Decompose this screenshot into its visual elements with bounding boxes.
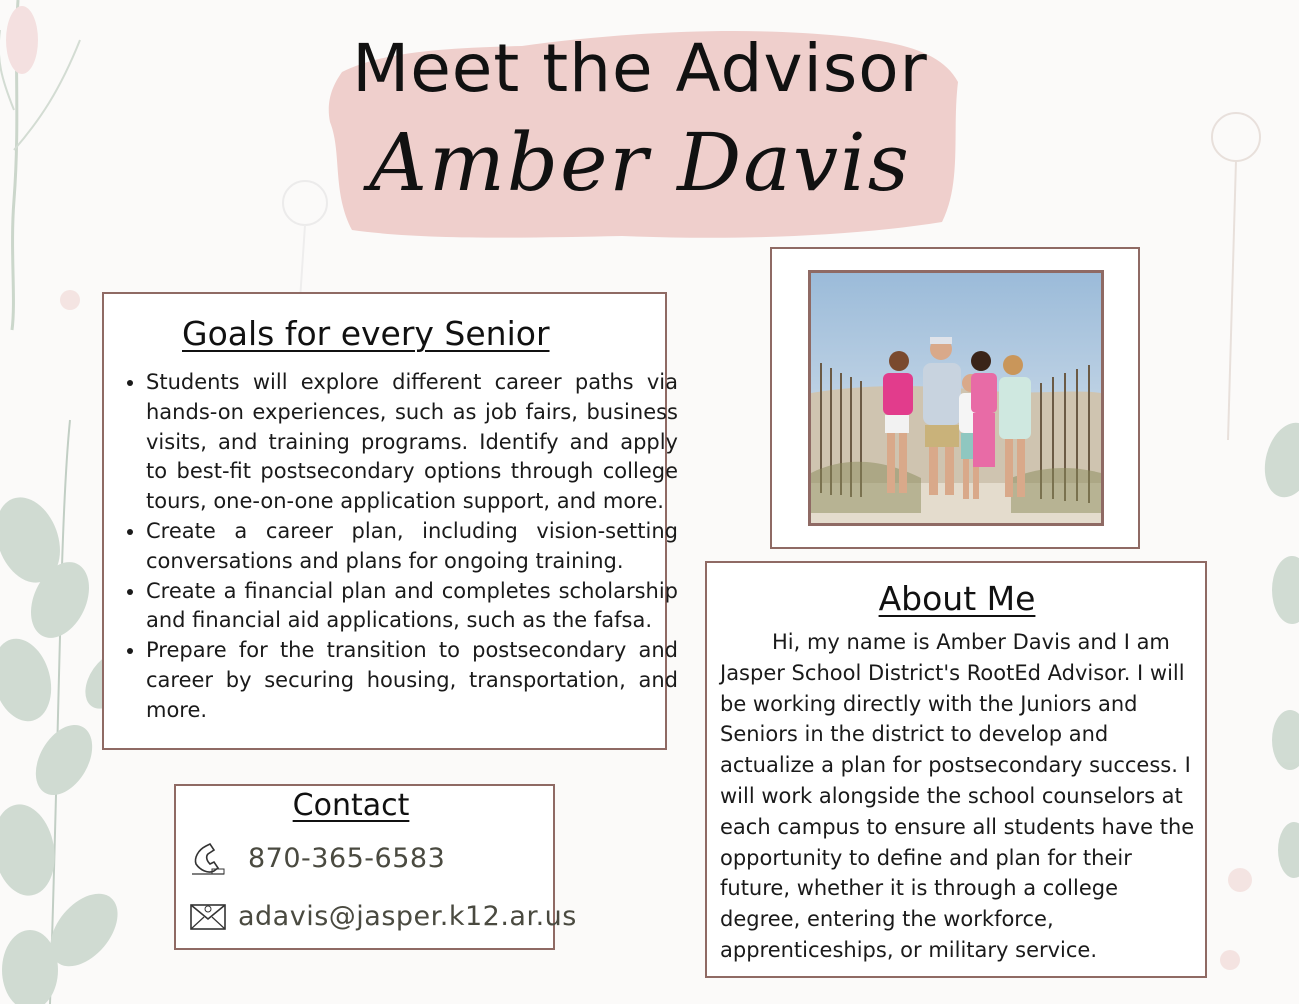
email-address[interactable]: adavis@jasper.k12.ar.us [238,900,577,932]
envelope-icon [188,896,228,936]
goals-panel [102,292,678,750]
goals-list-item: • Create a financial plan and completes scholarship and financial aid applications, such as the fafsa. [146,577,678,637]
top-left-flower-illustration [0,0,80,330]
phone-icon [188,838,228,878]
page-title: Meet the Advisor [352,30,928,107]
goals-list-item: • Prepare for the transition to postsecondary and career by securing housing, transportation, and more. [146,636,678,725]
email-row [188,896,577,936]
contact-heading: Contact [292,788,410,823]
phone-row [188,838,445,878]
about-heading: About Me [878,579,1036,618]
about-body: Hi, my name is Amber Davis and I am Jasper School District's RootEd Advisor. I will be working directly with the Juniors and Seniors in the district to develop and actualize a plan for postsecondary success. I will work alongside the school counselors at each campus to ensure all students have the opportunity to define and plan for their future, whether it is through a college degree, entering the workforce, apprenticeships, or military service. [720,630,1195,962]
beach-family-photo-illustration [811,273,1101,523]
goals-list-item: • Create a career plan, including vision-setting conversations and plans for ongoing training. [146,517,678,577]
about-me-panel [705,561,1207,978]
contact-panel [174,784,577,950]
right-eucalyptus-illustration [1257,417,1299,878]
photo-frame [770,247,1140,549]
phone-number[interactable]: 870-365-6583 [248,842,446,874]
goals-list [118,368,678,726]
goals-list-item: • Students will explore different career paths via hands-on experiences, such as job fairs, business visits, and training programs. Identify and apply to best-fit postsecondary options through college tours, one-on-one application support, and more. [146,368,678,517]
advisor-name: Amber Davis [369,116,911,209]
family-photo [808,270,1104,526]
goals-heading: Goals for every Senior [182,314,550,353]
